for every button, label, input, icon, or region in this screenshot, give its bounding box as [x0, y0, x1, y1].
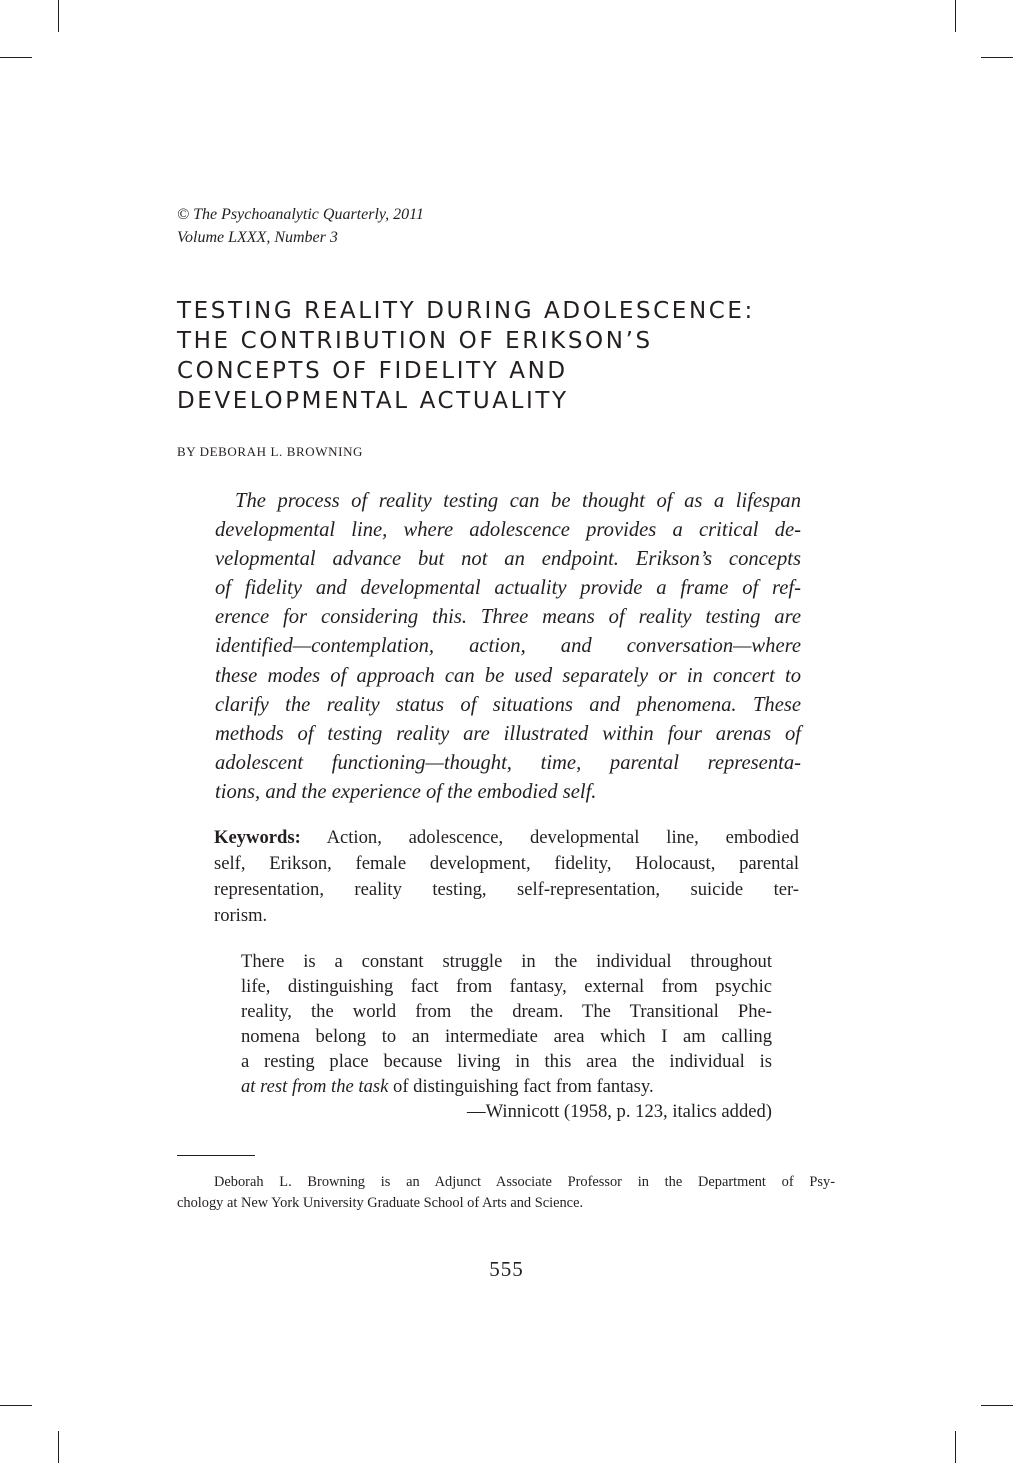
epigraph-line-end: of distinguishing fact from fantasy.: [388, 1076, 654, 1097]
abstract-line: these modes of approach can be used separately or in concert to: [215, 664, 801, 687]
crop-mark-bottom-right-vertical: [955, 1431, 956, 1463]
keywords-line: self, Erikson, female development, fidelity, Holocaust, parental: [214, 853, 799, 874]
journal-name-line: © The Psychoanalytic Quarterly, 2011: [177, 206, 424, 223]
author-byline: BY DEBORAH L. BROWNING: [177, 444, 364, 459]
abstract-line: clarify the reality status of situations and phenomena. These: [215, 693, 801, 716]
epigraph-line: [241, 1074, 772, 1099]
title-line: THE CONTRIBUTION OF ERIKSON’S: [177, 328, 653, 354]
journal-volume-line: Volume LXXX, Number 3: [177, 229, 338, 246]
epigraph-italic-phrase: at rest from the task: [241, 1076, 389, 1097]
abstract-line: tions, and the experience of the embodied self.: [215, 780, 597, 803]
footnote-line: chology at New York University Graduate School of Arts and Science.: [177, 1195, 584, 1211]
keywords-line: representation, reality testing, self-representation, suicide ter-: [214, 879, 799, 900]
crop-mark-top-right-vertical: [955, 0, 956, 32]
page-number: 555: [489, 1257, 524, 1281]
crop-mark-top-right-horizontal: [981, 57, 1013, 58]
abstract: [215, 487, 801, 807]
epigraph-line: nomena belong to an intermediate area which I am calling: [241, 1026, 772, 1047]
author-footnote: [177, 1172, 835, 1214]
keywords-line: rorism.: [214, 905, 268, 926]
epigraph: [241, 949, 772, 1124]
crop-mark-bottom-left-vertical: [58, 1431, 59, 1463]
keywords: [214, 825, 799, 929]
epigraph-line: There is a constant struggle in the individual throughout: [241, 951, 772, 972]
abstract-line: The process of reality testing can be thought of as a lifespan: [235, 490, 801, 512]
abstract-line: erence for considering this. Three means of reality testing are: [215, 606, 801, 629]
crop-mark-bottom-left-horizontal: [0, 1405, 32, 1406]
keywords-label: Keywords:: [214, 827, 301, 848]
epigraph-line: life, distinguishing fact from fantasy, external from psychic: [241, 976, 772, 997]
keywords-line: [214, 825, 799, 851]
title-line: TESTING REALITY DURING ADOLESCENCE:: [177, 298, 755, 324]
title-line: DEVELOPMENTAL ACTUALITY: [177, 388, 569, 414]
epigraph-line: a resting place because living in this area the individual is: [241, 1051, 772, 1072]
footnote-line: Deborah L. Browning is an Adjunct Associate Professor in the Department of Psy-: [214, 1174, 835, 1190]
abstract-line: of fidelity and developmental actuality provide a frame of ref-: [215, 577, 801, 600]
abstract-line: developmental line, where adolescence provides a critical de-: [215, 519, 801, 542]
keywords-text: Action, adolescence, developmental line, embodied: [300, 827, 799, 848]
crop-mark-top-left-vertical: [58, 0, 59, 32]
abstract-line: velopmental advance but not an endpoint. Erikson’s concepts: [215, 548, 801, 571]
epigraph-attribution: —Winnicott (1958, p. 123, italics added): [467, 1101, 772, 1122]
title-line: CONCEPTS OF FIDELITY AND: [177, 358, 568, 384]
journal-citation: [177, 203, 424, 249]
abstract-line: identified—contemplation, action, and conversation—where: [215, 635, 801, 658]
footnote-rule: [177, 1155, 255, 1156]
abstract-line: adolescent functioning—thought, time, parental representa-: [215, 751, 801, 774]
epigraph-line: reality, the world from the dream. The Transitional Phe-: [241, 1001, 772, 1022]
crop-mark-top-left-horizontal: [0, 57, 32, 58]
crop-mark-bottom-right-horizontal: [981, 1405, 1013, 1406]
article-title: [177, 296, 837, 416]
abstract-line: methods of testing reality are illustrated within four arenas of: [215, 722, 801, 745]
